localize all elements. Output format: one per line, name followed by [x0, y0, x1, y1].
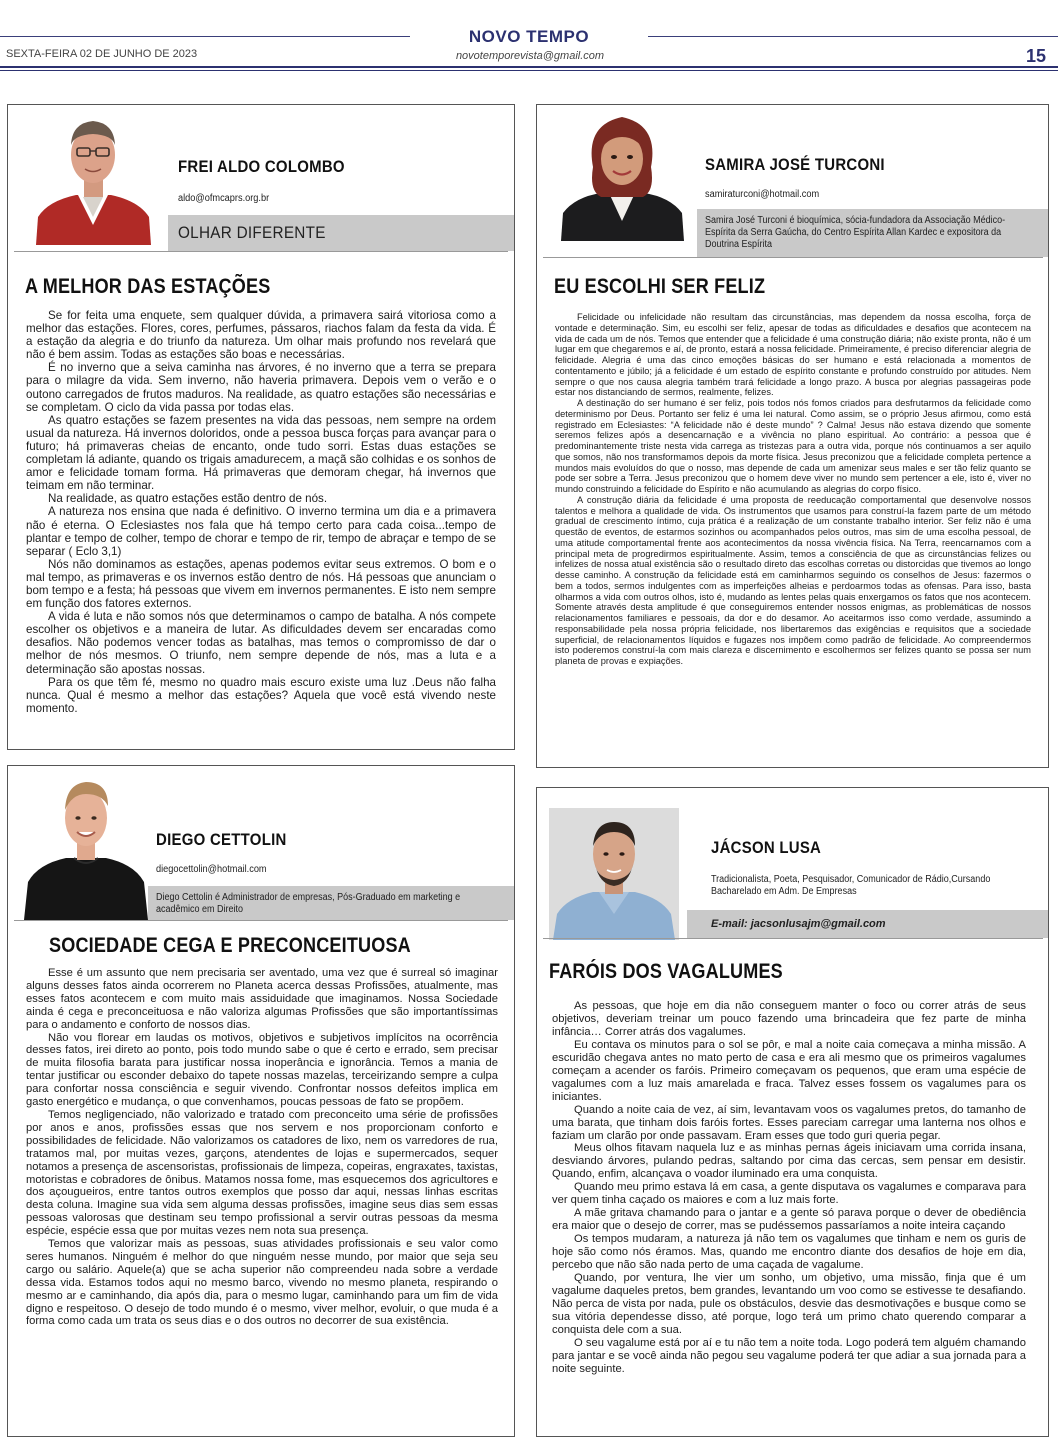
paragraph: Para os que têm fé, mesmo no quadro mais escuro existe uma luz .Deus não falha nunca. Qual é mesmo a melhor das estações? Aquela que você está vivendo neste momento.	[26, 675, 496, 715]
paragraph: A vida é luta e não somos nós que determinamos o campo de batalha. A nós compete escolher os objetivos e a maneira de lutar. As dificuldades devem ser encaradas como desafios. Não podemos vencer todas as batalhas, mas temos o compromisso de dar o melhor de nós mesmos. O triunfo, nem sempre depende de nós, mas a luta e a determinação são apostas nossas.	[26, 610, 496, 676]
paragraph: Nós não dominamos as estações, apenas podemos evitar seus extremos. O bom e o mal tempo, as primaveras e os invernos estão dentro de nós. Há pessoas que anunciam o bom tempo e a festa; há pessoas que vivem em invernos permanentes. E isto nem sempre em função dos fatores externos.	[26, 557, 496, 611]
page-number: 15	[1025, 46, 1046, 66]
header-rule	[543, 257, 1043, 258]
author-email: diegocettolin@hotmail.com	[156, 864, 267, 875]
header-rule	[14, 251, 508, 252]
article-headline: FARÓIS DOS VAGALUMES	[549, 960, 783, 983]
paragraph: Temos negligenciado, não valorizado e tratado com preconceito uma série de profissões por anos e anos, profissões essas que nos servem e nos proporcionam conforto e possibilidades de felicidade. Não valorizamos os catadores de lixo, nem os varredores de rua, tratamos mal, por muitas vezes, garçons, atendentes de lojas e supermercados, sequer notamos a presença de ascensoristas, profissionais de limpeza, copeiras, engraxates, taxistas, motoristas e cobradores de ônibus. Matamos nossa fome, mas esquecemos dos agricultores e dos açougueiros, entre tantos outros exemplos que posso dar aqui, nessas linhas escritas desta coluna. Imagine sua vida sem alguma dessas profissões, imagine seus dias sem essas pessoas valorosas que destinam seu tempo profissional a servir outras pessoas da mesma espécie, espécie essa que por muitas vezes nem nota sua presença.	[26, 1108, 498, 1238]
paragraph: O seu vagalume está por aí e tu não tem a noite toda. Logo poderá tem alguém chamando para jantar e se você ainda não pegou seu vagalume poderá ter que adiar a sua jornada para a noite seguinte.	[552, 1336, 1026, 1375]
header-rule	[14, 920, 508, 921]
paragraph: A natureza nos ensina que nada é definitivo. O inverno termina um dia e a primavera não é eterna. O Eclesiastes nos fala que há tempo certo para cada coisa...tempo de plantar e tempo de colher, tempo de chorar e tempo de rir, tempo de abraçar e tempo de se separar ( Eclo 3,1)	[26, 505, 496, 558]
paragraph: A construção diária da felicidade é uma proposta de reeducação comportamental que desenvolve nossos talentos e melhora a qualidade de vida. Os instrumentos que usamos para construí-la fazem parte de um método gradual de crescimento íntimo, cuja prática é a realização de um constante trabalho interior. Ser feliz não é uma questão de eventos, de estarmos sozinhos ou acompanhados pelos outros, mas sim de uma escolha pessoal, de uma atitude comportamental frente aos acontecimentos da nossa vivência física. Na Terra, reencarnamos com a principal meta de progredirmos espiritualmente. Assim, temos a consciência de que as circunstâncias felizes ou infelizes de nossa atual existência são o resultado direto das escolhas corretas ou distorcidas que tivemos ao longo desse caminho. A construção da felicidade está em caminharmos seguindo os conselhos de Jesus: fazermos o bem a todos, sermos indulgentes com as imperfeições alheias e perdoarmos todas as ofensas. Para isso, basta olharmos a vida com outros olhos, isto é, mudando as lentes pelas quais enxergamos os fatos que nos acontecem. Somente através desta amplitude é que conseguiremos entender nossos enigmas, as problemáticas de nossos relacionamentos familiares e pessoais, da dor e do desamor. Ao aceitarmos isso como verdade, assumindo a responsabilidade pela nossa própria felicidade, nos libertaremos das exigências e requisitos que a sociedade superficial, de relacionamentos líquidos e fugazes nos impõem como padrão de felicidade. Ao compreendermos isto poderemos construí-la com mais clareza e discernimento e escolhermos ser felizes quanto se possa ser num planeta de provas e expiações.	[555, 494, 1031, 666]
author-name: SAMIRA JOSÉ TURCONI	[705, 155, 885, 174]
paragraph: Meus olhos fitavam naquela luz e as minhas pernas ágeis iniciavam uma corrida insana, desviando árvores, pulando pedras, saltando por cima das cercas, sem pensar em desistir. Quando, enfim, alcançava o voador iluminado era uma conquista.	[552, 1142, 1026, 1181]
author-bio: Diego Cettolin é Administrador de empresas, Pós-Graduado em marketing e acadêmico em Direito	[156, 892, 461, 915]
article-headline: EU ESCOLHI SER FELIZ	[554, 275, 766, 298]
author-photo-jacson	[549, 808, 679, 940]
paragraph: Quando a noite caia de vez, aí sim, levantavam voos os vagalumes pretos, do tamanho de uma barata, que tinham dois faróis fortes. Esses pareciam carregar uma lanterna nos olhos e faziam um clarão por onde passavam. Eram esses que todo guri queria pegar.	[552, 1103, 1026, 1142]
paragraph: A destinação do ser humano é ser feliz, pois todos nós fomos criados para desfrutarmos da felicidade como determinismo por Deus. Portanto ser feliz é uma lei natural. Como assim, se o próprio Jesus afirmou, como está registrado em Eclesiastes: “A felicidade não é deste mundo” ? Calma! Jesus não estava dizendo que somente seremos felizes após a desencarnação e a vivência no plano espiritual. Ao contrário: a pessoa que é predominantemente triste nesta vida carrega as tristezas para a outra vida, porque nós continuamos a ser aquilo que somos, não nos transformamos depois da morte física. Jesus preconizou que a felicidade completa pertence a mundos mais evoluídos do que o nosso, mas depende de cada um amenizar seus males e ser tão feliz quanto se pode ser sobre a Terra. Jesus preconizou que o homem deve viver no mundo sem pertencer a ele, isto é, viver no mundo construindo a felicidade do Espírito e não acumulando as alegrias do corpo físico.	[555, 398, 1031, 494]
author-bio: Samira José Turconi é bioquímica, sócia-fundadora da Associação Médico-Espírita da Serra Gaúcha, do Centro Espírita Allan Kardec e expositora da Doutrina Espírita	[705, 215, 1006, 250]
article-frei-aldo	[7, 104, 515, 750]
paragraph: Os tempos mudaram, a natureza já não tem os vagalumes que tinham e nem os guris de hoje são como nós éramos. Mas, quando me encontro diante dos desafios de hoje em dia, percebo que não são nada perto de uma caçada de vagalume.	[552, 1233, 1026, 1272]
paragraph: As pessoas, que hoje em dia não conseguem manter o foco ou correr atrás de seus objetivos, deveriam treinar um pouco fazendo uma brincadeira que fez parte de minha infância… Correr atrás dos vagalumes.	[552, 1000, 1026, 1038]
author-name: JÁCSON LUSA	[711, 838, 822, 857]
author-name: DIEGO CETTOLIN	[156, 830, 287, 849]
paragraph: Quando, por ventura, lhe vier um sonho, um objetivo, uma missão, finja que é um vagalume daqueles pretos, bem grandes, levantando um voo como se estivesse te desafiando. Não perca de vista por nada, pule os obstáculos, desvie das desmotivações e busque como se sua vitória dependesse disso, até porque, logo terá um primo chato querendo comparar a conquista dele com a sua.	[552, 1272, 1026, 1336]
paragraph: Temos que valorizar mais as pessoas, suas atividades profissionais e seu valor como seres humanos. Ninguém é melhor do que ninguém nesse mundo, por maior que seja seu cargo ou salário. Aquele(a) que se acha superior não compreendeu nada sobre a verdade dessa vida. Estamos todos aqui no mesmo barco, vivendo no mesmo planeta, respirando o mesmo ar e caminhando, dia após dia, para o mesmo lugar, caminhando para um fim de vida digno e respeitoso. O desejo de todo mundo é o mesmo, viver melhor, evoluir, o que muda é a forma como cada um trata os seus dias e o dos outros no decorrer de sua existência.	[26, 1238, 498, 1328]
article-body	[26, 309, 496, 715]
article-body	[26, 967, 498, 1328]
paragraph: A mãe gritava chamando para o jantar e a gente só parava porque o dever de obediência era maior que o desejo de correr, mas se pudéssemos passaríamos a noite inteira caçando	[552, 1207, 1026, 1233]
article-headline: SOCIEDADE CEGA E PRECONCEITUOSA	[49, 934, 411, 957]
paragraph: Esse é um assunto que nem precisaria ser aventado, uma vez que é surreal só imaginar alguns desses fatos ainda ocorrerem no Planeta acerca dessas Profissões, atualmente, mas esses fatos acontecem e com muito mais assiduidade que imaginamos. Nossa Sociedade ainda é cega e preconceituosa e não valoriza algumas Profissões que são importantíssimas para o andamento e conforto de nossos dias.	[26, 967, 498, 1031]
masthead-rule-bottom-thin	[0, 70, 1058, 71]
article-diego	[7, 765, 515, 1437]
author-photo-diego	[22, 770, 150, 920]
masthead-email: novotemporevista@gmail.com	[455, 50, 605, 62]
author-photo-samira	[555, 105, 690, 241]
author-bio: Tradicionalista, Poeta, Pesquisador, Comunicador de Rádio,Cursando Bacharelado em Adm. De Empresas	[711, 874, 991, 897]
column-name: OLHAR DIFERENTE	[178, 223, 326, 242]
masthead-rule-bottom	[0, 66, 1058, 68]
paragraph: Não vou florear em laudas os motivos, objetivos e subjetivos implícitos na ocorrência desses fatos, irei direto ao ponto, pois todo mundo sabe o que é certo e errado, sem precisar de muita filosofia barata para justificar nossa inoperância e ignorância. Temos a mania de tentar justificar ou esconder debaixo do tapete nossas mazelas, terceirizando sempre a culpa para confortar nossa consciência e seguir vivendo. Confrontar nossos defeitos implica em gasto energético e mudança, o que convenhamos, poucas pessoas de fato se propõem.	[26, 1031, 498, 1109]
masthead	[0, 0, 1058, 70]
paragraph: Quando meu primo estava lá em casa, a gente disputava os vagalumes e comparava para ver quem tinha caçado os maiores e com a luz mais forte.	[552, 1181, 1026, 1207]
paragraph: Eu contava os minutos para o sol se pôr, e mal a noite caia começava a minha missão. A escuridão chegava antes no mato perto de casa e era ali mesmo que os primeiros vagalumes começam a acender os faróis. Primeiro começavam os pequenos, que eram uma espécie de vagalumes com a luz mais amarelada e fraca. Talvez esses fossem os vagalumes para os iniciantes.	[552, 1038, 1026, 1103]
paragraph: As quatro estações se fazem presentes na vida das pessoas, nem sempre na ordem usual da natureza. Há invernos doloridos, onde a pessoa busca forças para avançar para o futuro; há primaveras cheias de encanto, onde tudo sorri. Estas duas estações se completam lá adiante, quando os trigais amadurecem, a maçã são colhidas e os sonhos de amor e felicidade tomam forma. Há primaveras que demoram chegar, há invernos que teimam em não terminar.	[26, 413, 496, 493]
paragraph: Felicidade ou infelicidade não resultam das circunstâncias, mas dependem da nossa escolha, força de vontade e determinação. Sim, eu escolhi ser feliz, apesar de todas as dificuldades e desafios que acontecem na vida de cada um de nós. Temos que entender que a felicidade é uma construção diária; não existe pronta, não é um lugar em que chegaremos e aí, de pronto, estará a nossa felicidade. Primeiramente, é preciso diferenciar alegria de felicidade. Alegria é uma das cinco emoções básicas do ser humano e está relacionada a momentos de contentamento e júbilo; já a felicidade é um estado de espírito constante e profundo construído por atitudes. Nem sempre o que nos causa alegria também trará felicidade a longo prazo. A busca por alegrias passageiras pode estar nos distanciando de sermos, realmente, felizes.	[555, 312, 1031, 398]
author-email: samiraturconi@hotmail.com	[705, 189, 820, 200]
author-photo-aldo	[26, 105, 161, 245]
article-headline: A MELHOR DAS ESTAÇÕES	[25, 275, 271, 298]
author-email: E-mail: jacsonlusajm@gmail.com	[711, 918, 886, 930]
paragraph: Na realidade, as quatro estações estão dentro de nós.	[48, 492, 328, 506]
header-rule	[543, 938, 1043, 939]
paragraph: Se for feita uma enquete, sem qualquer dúvida, a primavera sairá vitoriosa como a melhor das estações. Flores, cores, perfumes, pássaros, riachos falam da festa da vida. É a estação da alegria e do triunfo da natureza. Um olhar mais profundo nos revelará que não é bem assim. Todas as estações são boas e necessárias.	[26, 309, 496, 362]
author-name: FREI ALDO COLOMBO	[178, 157, 345, 176]
article-jacson	[536, 787, 1049, 1437]
article-body	[552, 1000, 1026, 1376]
article-body	[555, 312, 1031, 667]
masthead-brand: NOVO TEMPO	[410, 26, 648, 48]
masthead-date: SEXTA-FEIRA 02 DE JUNHO DE 2023	[6, 48, 198, 60]
author-email: aldo@ofmcaprs.org.br	[178, 193, 270, 204]
article-samira	[536, 104, 1049, 768]
paragraph: É no inverno que a seiva caminha nas árvores, é no inverno que a terra se prepara para o milagre da vida. Sem inverno, não haveria primavera. Depois vem o verão e o outono carregados de frutos maduros. Na realidade, as quatro estações são necessárias e se completam. O ciclo da vida passa por todas elas.	[26, 361, 496, 414]
